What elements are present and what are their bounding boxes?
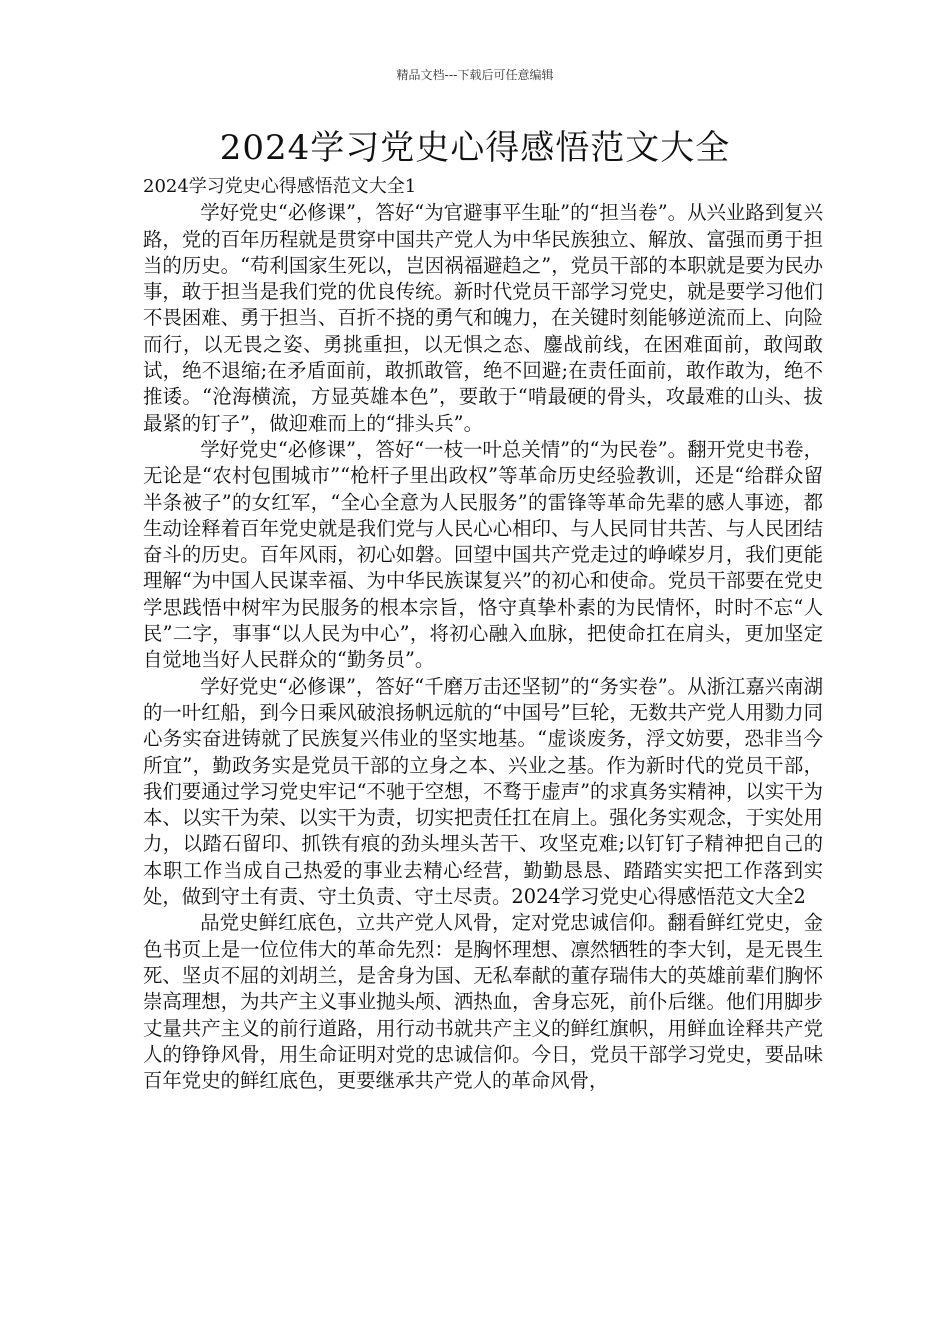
paragraph-1: 学好党史“必修课”，答好“为官避事平生耻”的“担当卷”。从兴业路到复兴路，党的百年历程就是贯穿中国共产党人为中华民族独立、解放、富强而勇于担当的历史。“苟利国家生死以，岂因祸福避趋之”，党员干部的本职就是要为民办事，敢于担当是我们党的优良传统。新时代党员干部学习党史，就是要学习他们不畏困难、勇于担当、百折不挠的勇气和魄力，在关键时刻能够逆流而上、向险而行，以无畏之姿、勇挑重担，以无惧之态、鏖战前线，在困难面前，敢闯敢试，绝不退缩;在矛盾面前，敢抓敢管，绝不回避;在责任面前，敢作敢为，绝不推诿。“沧海横流，方显英雄本色”，要敢于“啃最硬的骨头，攻最难的山头、拔最紧的钉子”，做迎难而上的“排头兵”。 [143,201,823,435]
paragraph-3 [143,674,823,911]
paragraph-4: 品党史鲜红底色，立共产党人风骨，定对党忠诚信仰。翻看鲜红党史，金色书页上是一位位伟大的革命先烈：是胸怀理想、凛然牺牲的李大钊，是无畏生死、坚贞不屈的刘胡兰，是舍身为国、无私奉献的董存瑞伟大的英雄前辈们胸怀崇高理想，为共产主义事业抛头颅、洒热血，舍身忘死，前仆后继。他们用脚步丈量共产主义的前行道路，用行动书就共产主义的鲜红旗帜，用鲜血诠释共产党人的铮铮风骨，用生命证明对党的忠诚信仰。今日，党员干部学习党史，要品味百年党史的鲜红底色，更要继承共产党人的革命风骨， [143,911,823,1093]
paragraph-3-text: 学好党史“必修课”，答好“千磨万击还坚韧”的“务实卷”。从浙江嘉兴南湖的一叶红船，到今日乘风破浪扬帆远航的“中国号”巨轮，无数共产党人用勠力同心务实奋进铸就了民族复兴伟业的坚实地基。“虚谈废务，浮文妨要，恐非当今所宜”，勤政务实是党员干部的立身之本、兴业之基。作为新时代的党员干部，我们要通过学习党史牢记“不驰于空想，不骛于虚声”的求真务实精神，以实干为本、以实干为荣、以实干为责，切实把责任扛在肩上。强化务实观念，于实处用力，以踏石留印、抓铁有痕的劲头埋头苦干、攻坚克难;以钉钉子精神把自己的本职工作当成自己热爱的事业去精心经营，勤勤恳恳、踏踏实实把工作落到实处，做到守土有责、守土负责、守土尽责。 [143,674,823,909]
paragraph-2: 学好党史“必修课”，答好“一枝一叶总关情”的“为民卷”。翻开党史书卷，无论是“农村包围城市”“枪杆子里出政权”等革命历史经验教训，还是“给群众留半条被子”的女红军，“全心全意为人民服务”的雷锋等革命先辈的感人事迹，都生动诠释着百年党史就是我们党与人民心心相印、与人民同甘共苦、与人民团结奋斗的历史。百年风雨，初心如磐。回望中国共产党走过的峥嵘岁月，我们更能理解“为中国人民谋幸福、为中华民族谋复兴”的初心和使命。党员干部要在党史学思践悟中树牢为民服务的根本宗旨，恪守真挚朴素的为民情怀，时时不忘“人民”二字，事事“以人民为中心”，将初心融入血脉，把使命扛在肩头，更加坚定自觉地当好人民群众的“勤务员”。 [143,437,823,672]
document-body [143,174,823,1094]
page-header: 精品文档---下载后可任意编辑 [396,68,554,82]
document-title: 2024学习党史心得感悟范文大全 [219,128,731,168]
section-heading-2: 2024学习党史心得感悟范文大全2 [511,885,806,909]
section-heading-1: 2024学习党史心得感悟范文大全1 [143,176,417,197]
